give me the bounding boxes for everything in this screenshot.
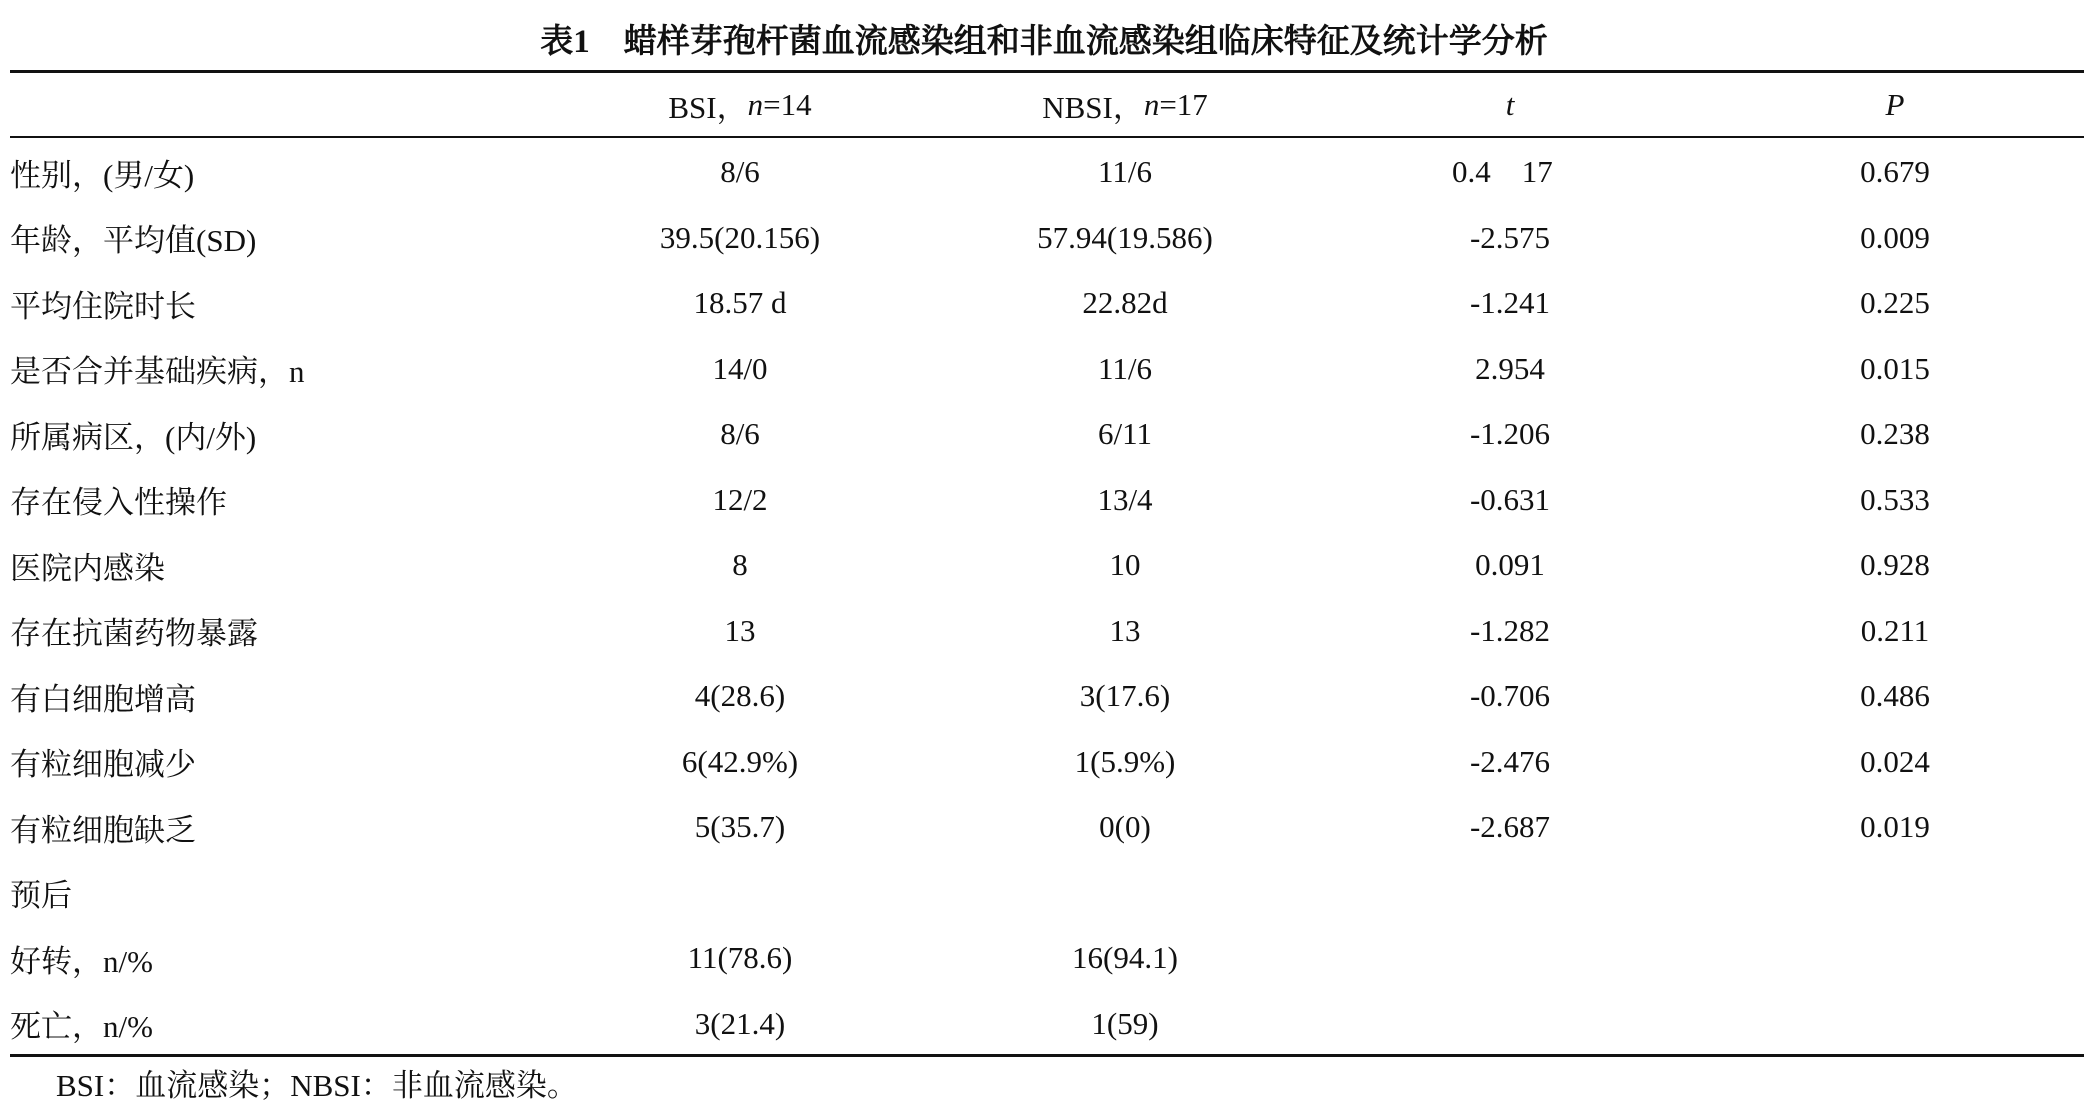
cell-bsi: 4(28.6): [694, 678, 786, 713]
row-label: 有粒细胞减少: [10, 747, 196, 782]
row-label: 有粒细胞缺乏: [10, 812, 196, 848]
row-label: 存在侵入性操作: [10, 485, 227, 520]
cell-t: -0.631: [1469, 481, 1551, 517]
cell-p: [1770, 991, 2020, 1057]
row-label: 平均住院时长: [10, 288, 196, 324]
cell-nbsi: 0(0): [1099, 809, 1151, 844]
cell-bsi: [560, 860, 920, 926]
cell-nbsi: 13/4: [1097, 481, 1153, 517]
cell-t: [1360, 860, 1660, 926]
cell-bsi: 12/2: [712, 481, 768, 517]
header-t: t: [1505, 86, 1515, 122]
table-row: [0, 991, 2088, 1057]
table-row: [0, 336, 2088, 402]
header-nbsi-n-value: =17: [1159, 86, 1208, 122]
table-row: [0, 205, 2088, 271]
table-row: [0, 401, 2088, 467]
cell-p: 0.928: [1860, 547, 1930, 582]
table-row: [0, 139, 2088, 205]
table-header-row: [0, 73, 2088, 136]
cell-t: -1.241: [1469, 285, 1551, 320]
header-bsi: [560, 73, 920, 136]
table-number: 表1: [540, 24, 590, 60]
table-row: [0, 794, 2088, 860]
cell-p: 0.024: [1860, 743, 1930, 779]
cell-t: 2.954: [1475, 350, 1545, 386]
row-label: 所属病区，(内/外): [10, 419, 257, 455]
cell-p: 0.486: [1860, 678, 1930, 713]
header-nbsi-prefix: NBSI，: [1042, 90, 1144, 125]
row-label: 是否合并基础疾病，n: [10, 354, 305, 389]
header-nbsi-n-symbol: n: [1143, 86, 1160, 122]
cell-t: [1360, 925, 1660, 991]
table-row: [0, 860, 2088, 926]
cell-t: -2.476: [1469, 743, 1551, 779]
cell-nbsi: 1(5.9%): [1074, 743, 1176, 779]
cell-nbsi: 11/6: [1098, 350, 1152, 386]
cell-bsi: 6(42.9%): [681, 743, 799, 779]
cell-bsi: 39.5(20.156): [659, 219, 821, 255]
cell-nbsi: 1(59): [1091, 1005, 1159, 1041]
cell-p: [1770, 925, 2020, 991]
table-caption: [0, 14, 2088, 70]
table-row: [0, 663, 2088, 729]
cell-t: 0.091: [1475, 547, 1545, 582]
row-label: 年龄，平均值(SD): [10, 223, 257, 258]
cell-p: 0.019: [1860, 809, 1930, 844]
header-rule: [10, 136, 2084, 138]
header-p: P: [1885, 86, 1905, 122]
table-title: 蜡样芽孢杆菌血流感染组和非血流感染组临床特征及统计学分析: [623, 24, 1548, 60]
header-bsi-n-value: =14: [763, 86, 812, 122]
cell-t: 0.4 17: [1452, 154, 1553, 189]
row-label: 死亡，n/%: [10, 1009, 153, 1044]
table-row: [0, 598, 2088, 664]
cell-nbsi: 3(17.6): [1079, 678, 1171, 713]
cell-nbsi: 11/6: [1098, 154, 1152, 189]
cell-t: -2.575: [1469, 219, 1551, 255]
cell-nbsi: 10: [1109, 547, 1141, 582]
table-row: [0, 532, 2088, 598]
table-row: [0, 270, 2088, 336]
cell-nbsi: 6/11: [1098, 416, 1152, 451]
table-row: [0, 729, 2088, 795]
cell-bsi: 14/0: [712, 350, 768, 386]
cell-nbsi: [945, 860, 1305, 926]
row-label: 性别，(男/女): [10, 157, 195, 193]
cell-nbsi: 57.94(19.586): [1037, 219, 1213, 255]
cell-bsi: 13: [724, 612, 756, 648]
cell-nbsi: 13: [1109, 612, 1141, 648]
cell-bsi: 3(21.4): [694, 1005, 786, 1041]
row-label: 预后: [10, 878, 72, 913]
cell-t: -0.706: [1469, 678, 1551, 713]
cell-bsi: 5(35.7): [694, 809, 786, 844]
cell-p: 0.238: [1860, 416, 1930, 451]
row-label: 有白细胞增高: [10, 681, 196, 717]
row-label: 好转，n/%: [10, 943, 153, 979]
table-row: [0, 925, 2088, 991]
row-label: 存在抗菌药物暴露: [10, 616, 258, 651]
header-nbsi: [945, 73, 1305, 136]
cell-bsi: 8: [732, 547, 748, 582]
cell-bsi: 8/6: [720, 416, 760, 451]
header-bsi-n-symbol: n: [747, 86, 764, 122]
cell-t: -2.687: [1469, 809, 1551, 844]
bottom-rule: [10, 1054, 2084, 1057]
row-label: 医院内感染: [10, 550, 165, 586]
header-label-empty: [10, 73, 570, 136]
cell-p: 0.015: [1860, 350, 1930, 386]
table-footnote: BSI：血流感染；NBSI：非血流感染。: [56, 1068, 578, 1103]
cell-t: -1.282: [1469, 612, 1551, 648]
cell-p: [1770, 860, 2020, 926]
cell-nbsi: 16(94.1): [1072, 940, 1178, 975]
cell-p: 0.533: [1860, 481, 1930, 517]
cell-p: 0.009: [1860, 219, 1930, 255]
cell-bsi: 11(78.6): [687, 940, 793, 975]
cell-t: [1360, 991, 1660, 1057]
cell-p: 0.211: [1860, 612, 1930, 648]
table-row: [0, 467, 2088, 533]
cell-bsi: 8/6: [720, 154, 760, 189]
cell-t: -1.206: [1469, 416, 1551, 451]
cell-nbsi: 22.82d: [1082, 285, 1168, 320]
header-bsi-prefix: BSI，: [668, 90, 748, 125]
cell-bsi: 18.57 d: [693, 285, 787, 320]
cell-p: 0.679: [1860, 154, 1930, 189]
cell-p: 0.225: [1860, 285, 1930, 320]
